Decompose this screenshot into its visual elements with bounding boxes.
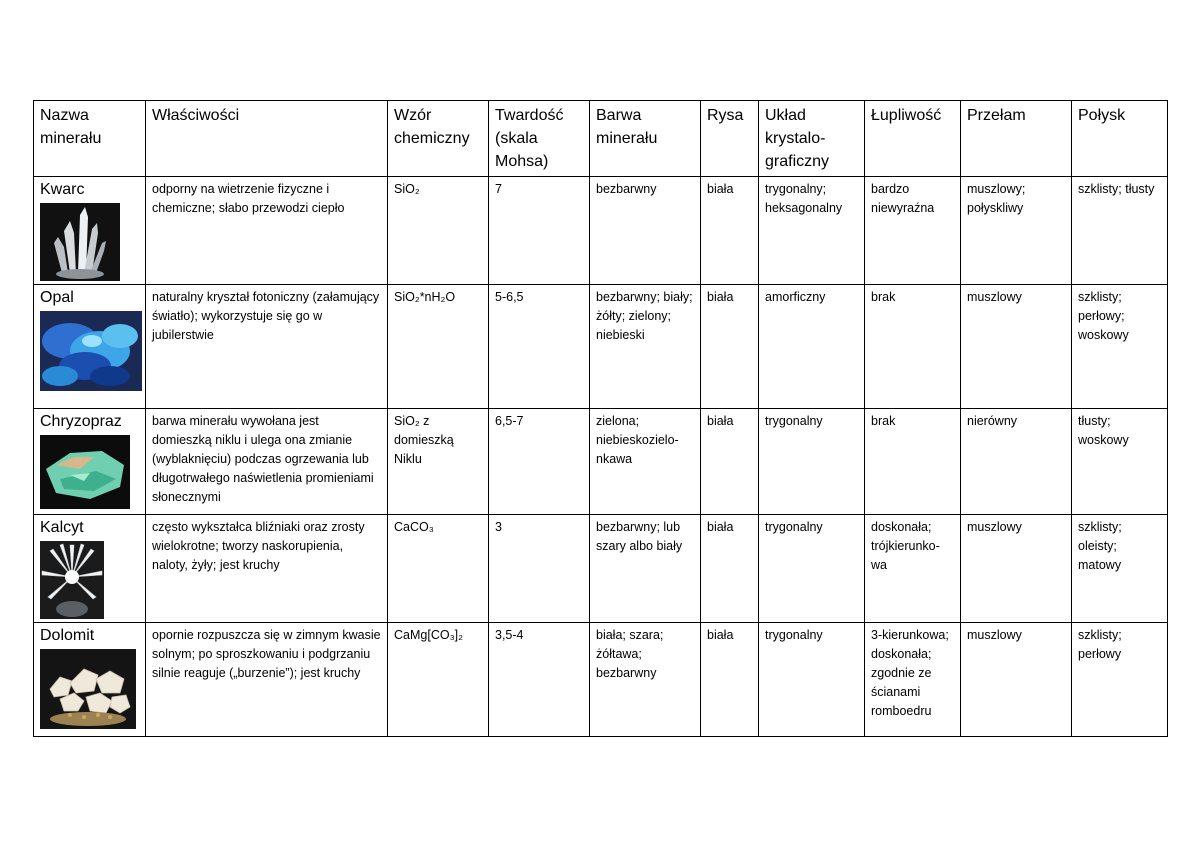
mineral-name-cell bbox=[34, 515, 146, 623]
crystal-system-cell: trygonalny bbox=[759, 515, 865, 623]
luster-cell: szklisty; tłusty bbox=[1072, 177, 1168, 285]
table-row bbox=[34, 177, 1168, 285]
header-properties: Właściwości bbox=[146, 101, 388, 177]
formula-cell: SiO₂ z domieszką Niklu bbox=[388, 409, 489, 515]
opal-photo bbox=[40, 311, 142, 391]
color-cell: bezbarwny bbox=[590, 177, 701, 285]
luster-cell: szklisty; perłowy; woskowy bbox=[1072, 285, 1168, 409]
fracture-cell: nierówny bbox=[961, 409, 1072, 515]
mineral-name: Opal bbox=[40, 289, 74, 306]
crystal-system-cell: trygonalny bbox=[759, 409, 865, 515]
mineral-name: Chryzopraz bbox=[40, 413, 122, 430]
cleavage-cell: doskonała; trójkierunko-wa bbox=[865, 515, 961, 623]
fracture-cell: muszlowy bbox=[961, 285, 1072, 409]
header-row bbox=[34, 101, 1168, 177]
hardness-cell: 6,5-7 bbox=[489, 409, 590, 515]
hardness-cell: 7 bbox=[489, 177, 590, 285]
crystal-system-cell: trygonalny; heksagonalny bbox=[759, 177, 865, 285]
streak-cell: biała bbox=[701, 515, 759, 623]
cleavage-cell: brak bbox=[865, 285, 961, 409]
color-cell: zielona; niebieskozielo-nkawa bbox=[590, 409, 701, 515]
fracture-cell: muszlowy bbox=[961, 623, 1072, 737]
calcite-photo bbox=[40, 541, 104, 619]
fracture-cell: muszlowy bbox=[961, 515, 1072, 623]
mineral-name-cell bbox=[34, 177, 146, 285]
luster-cell: szklisty; oleisty; matowy bbox=[1072, 515, 1168, 623]
table-row bbox=[34, 515, 1168, 623]
chrysoprase-photo bbox=[40, 435, 130, 509]
formula-cell: CaMg[CO₃]₂ bbox=[388, 623, 489, 737]
table-row bbox=[34, 623, 1168, 737]
luster-cell: tłusty; woskowy bbox=[1072, 409, 1168, 515]
header-cleavage: Łupliwość bbox=[865, 101, 961, 177]
streak-cell: biała bbox=[701, 285, 759, 409]
crystal-system-cell: trygonalny bbox=[759, 623, 865, 737]
color-cell: biała; szara; żółtawa; bezbarwny bbox=[590, 623, 701, 737]
properties-cell: często wykształca bliźniaki oraz zrosty wielokrotne; tworzy naskorupienia, naloty, żyły; jest kruchy bbox=[146, 515, 388, 623]
cleavage-cell: 3-kierunkowa; doskonała; zgodnie ze ścianami romboedru bbox=[865, 623, 961, 737]
color-cell: bezbarwny; biały; żółty; zielony; niebieski bbox=[590, 285, 701, 409]
dolomite-photo bbox=[40, 649, 136, 729]
header-streak: Rysa bbox=[701, 101, 759, 177]
mineral-name: Kwarc bbox=[40, 181, 85, 198]
hardness-cell: 3 bbox=[489, 515, 590, 623]
header-fracture: Przełam bbox=[961, 101, 1072, 177]
streak-cell: biała bbox=[701, 409, 759, 515]
mineral-name-cell bbox=[34, 285, 146, 409]
header-name: Nazwa minerału bbox=[34, 101, 146, 177]
table-row bbox=[34, 409, 1168, 515]
formula-cell: CaCO₃ bbox=[388, 515, 489, 623]
minerals-table bbox=[33, 100, 1168, 737]
cleavage-cell: brak bbox=[865, 409, 961, 515]
formula-cell: SiO₂*nH₂O bbox=[388, 285, 489, 409]
quartz-crystal-photo bbox=[40, 203, 120, 281]
properties-cell: opornie rozpuszcza się w zimnym kwasie solnym; po sproszkowaniu i podgrzaniu silnie reaguje („burzenie”); jest kruchy bbox=[146, 623, 388, 737]
mineral-name-cell bbox=[34, 409, 146, 515]
streak-cell: biała bbox=[701, 177, 759, 285]
fracture-cell: muszlowy; połyskliwy bbox=[961, 177, 1072, 285]
color-cell: bezbarwny; lub szary albo biały bbox=[590, 515, 701, 623]
mineral-name: Dolomit bbox=[40, 627, 95, 644]
luster-cell: szklisty; perłowy bbox=[1072, 623, 1168, 737]
table-row bbox=[34, 285, 1168, 409]
streak-cell: biała bbox=[701, 623, 759, 737]
properties-cell: naturalny kryształ fotoniczny (załamujący światło); wykorzystuje się go w jubilerstwie bbox=[146, 285, 388, 409]
hardness-cell: 3,5-4 bbox=[489, 623, 590, 737]
hardness-cell: 5-6,5 bbox=[489, 285, 590, 409]
mineral-name: Kalcyt bbox=[40, 519, 84, 536]
header-luster: Połysk bbox=[1072, 101, 1168, 177]
header-hardness: Twardość (skala Mohsa) bbox=[489, 101, 590, 177]
properties-cell: barwa minerału wywołana jest domieszką niklu i ulega ona zmianie (wyblaknięciu) podczas ogrzewania lub długotrwałego naświetlenia promieniami słonecznymi bbox=[146, 409, 388, 515]
header-formula: Wzór chemiczny bbox=[388, 101, 489, 177]
properties-cell: odporny na wietrzenie fizyczne i chemiczne; słabo przewodzi ciepło bbox=[146, 177, 388, 285]
crystal-system-cell: amorficzny bbox=[759, 285, 865, 409]
header-color: Barwa minerału bbox=[590, 101, 701, 177]
header-crystal-system: Układ krystalo-graficzny bbox=[759, 101, 865, 177]
mineral-name-cell bbox=[34, 623, 146, 737]
formula-cell: SiO₂ bbox=[388, 177, 489, 285]
cleavage-cell: bardzo niewyraźna bbox=[865, 177, 961, 285]
